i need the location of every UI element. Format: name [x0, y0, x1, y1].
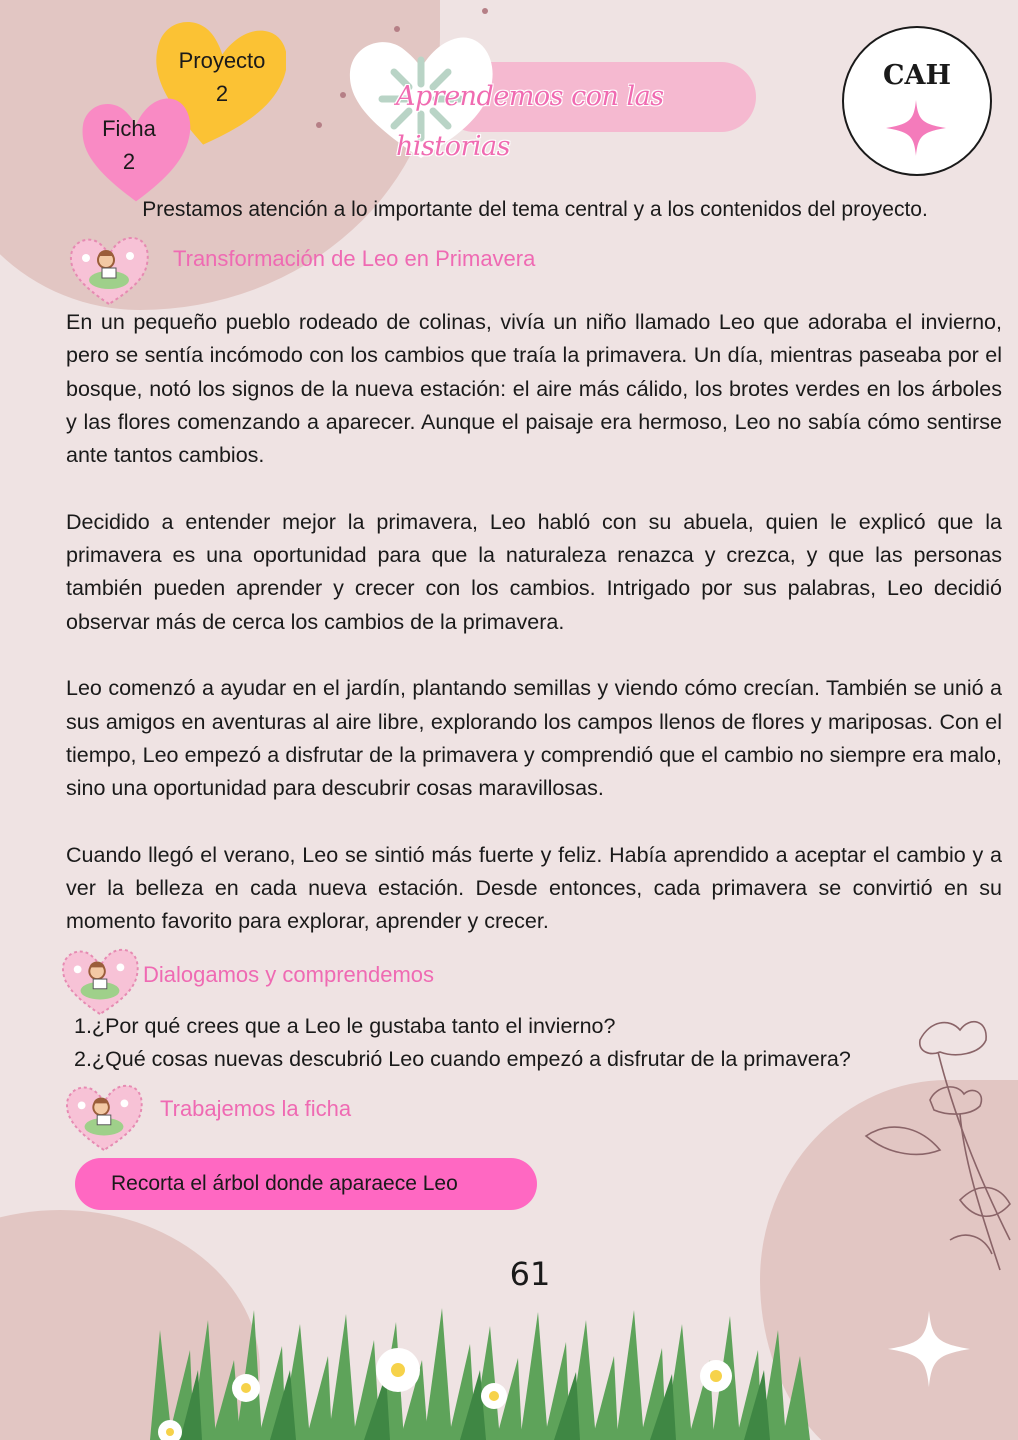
- story-paragraph: Cuando llegó el verano, Leo se sintió más fuerte y feliz. Había aprendido a aceptar el cambio y a ver la belleza en cada nueva estación. Desde entonces, cada primavera se convirtió en su momento favorito para explorar, aprender y crecer.: [66, 842, 1002, 934]
- leo-reading-heart-icon: [64, 1082, 144, 1152]
- leo-reading-heart-icon: [60, 946, 140, 1016]
- story-paragraph: Decidido a entender mejor la primavera, Leo habló con su abuela, quien le explicó que la primavera es una oportunidad para que la naturaleza renazca y crezca, y que las personas también pueden aprender y crecer con los cambios. Intrigado por sus palabras, Leo decidió observar más de cerca los cambios de la primavera.: [66, 509, 1002, 634]
- decor-dot: [316, 122, 322, 128]
- intro-text: Prestamos atención a lo importante del tema central y a los contenidos del proyecto.: [142, 198, 928, 221]
- task-button[interactable]: Recorta el árbol donde aparaece Leo: [75, 1158, 537, 1210]
- story-paragraph: En un pequeño pueblo rodeado de colinas, vivía un niño llamado Leo que adoraba el invierno, pero se sentía incómodo con los cambios que traía la primavera. Un día, mientras paseaba por el bosque, notó los signos de la nueva estación: el aire más cálido, los brotes verdes en los árboles y las flores comenzando a aparecer. Aunque el paisaje era hermoso, Leo no sabía cómo sentirse ante tantos cambios.: [66, 310, 1002, 468]
- flower-lineart-icon: [860, 1010, 1018, 1280]
- page-title: Aprendemos con las historias: [396, 81, 664, 162]
- question-list: [74, 1010, 974, 1076]
- question-item: 1.¿Por qué crees que a Leo le gustaba tanto el invierno?: [74, 1014, 616, 1038]
- sparkle-icon: [886, 100, 946, 156]
- decor-dot: [482, 8, 488, 14]
- grass-decoration: [150, 1300, 810, 1440]
- sparkle-icon: [888, 1308, 970, 1390]
- question-item: 2.¿Qué cosas nuevas descubrió Leo cuando empezó a disfrutar de la primavera?: [74, 1047, 851, 1071]
- sheet-label: Ficha 2: [102, 116, 156, 174]
- story-body: [66, 306, 1002, 939]
- leo-reading-heart-icon: [68, 234, 150, 306]
- page-number: 61: [509, 1255, 551, 1293]
- work-title: Trabajemos la ficha: [160, 1096, 352, 1121]
- dialogue-title: Dialogamos y comprendemos: [143, 962, 435, 987]
- story-paragraph: Leo comenzó a ayudar en el jardín, plantando semillas y viendo cómo crecían. También se unió a sus amigos en aventuras al aire libre, explorando los campos llenos de flores y mariposas. Con el tiempo, Leo empezó a disfrutar de la primavera y comprendió que el cambio no siempre era malo, sino una oportunidad para descubrir cosas maravillosas.: [66, 676, 1002, 801]
- cah-badge-label: CAH: [883, 60, 951, 91]
- project-label: Proyecto 2: [178, 48, 266, 106]
- story-title: Transformación de Leo en Primavera: [173, 246, 536, 271]
